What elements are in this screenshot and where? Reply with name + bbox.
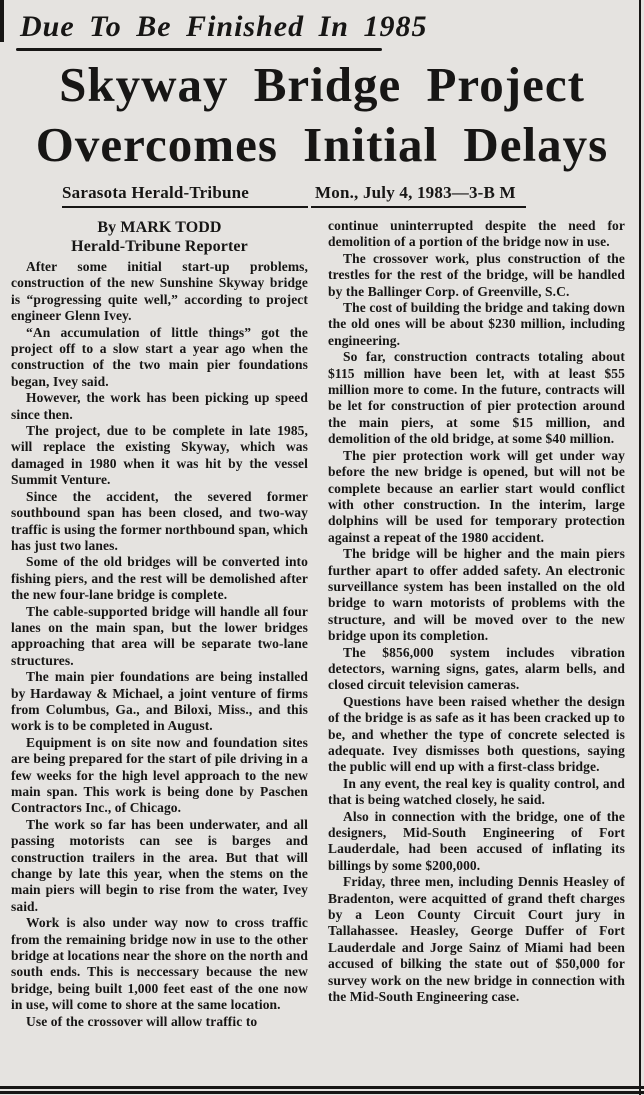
column-right-paragraphs (328, 218, 625, 1006)
article-paragraph: The cost of building the bridge and taking down the old ones will be about $230 million, including engineering. (328, 300, 625, 348)
article-paragraph: Equipment is on site now and foundation sites are being prepared for the start of pile driving in a few weeks for the high level approach to the new main span. This work is being done by Paschen Contractors Inc., of Chicago. (11, 734, 308, 816)
article-paragraph: Since the accident, the severed former southbound span has been closed, and two-way traffic is using the former northbound span, which has just two lanes. (11, 488, 308, 553)
scan-edge-artifact (0, 0, 4, 42)
article-paragraph: Work is also under way now to cross traffic from the remaining bridge now in use to the other bridge at locations near the shore on the north and south ends. This is neccessary because the new bridge, being built 1,000 feet east of the one now in use, will come to shore at the same location. (11, 915, 308, 1013)
column-left (11, 218, 308, 1030)
column-edge-rule (639, 0, 641, 1095)
byline-author: By MARK TODD (97, 219, 222, 236)
article-paragraph: Friday, three men, including Dennis Heasley of Bradenton, were acquitted of grand theft charges by a Leon County Circuit Court jury in Tallahassee. Heasley, George Duffer of Fort Lauderdale and Jorge Sainz of Miami had been accused of bilking the state out of $50,000 for survey work on the new bridge in connection with the Mid-South Engineering case. (328, 874, 625, 1005)
headline-line-2: Overcomes Initial Delays (35, 117, 609, 172)
article-paragraph: The pier protection work will get under way before the new bridge is opened, but will not be complete because an earlier start would conflict with other construction. In the interim, large dolphins will be used for temporary protection against a repeat of the 1980 accident. (328, 447, 625, 545)
article-paragraph: In any event, the real key is quality control, and that is being watched closely, he said. (328, 775, 625, 808)
article-paragraph: The project, due to be complete in late 1985, will replace the existing Skyway, which was damaged in 1980 when it was hit by the vessel Summit Venture. (11, 423, 308, 488)
article-paragraph: After some initial start-up problems, construction of the new Sunshine Skyway bridge is “progressing quite well,” according to project engineer Glenn Ivey. (11, 259, 308, 324)
newspaper-name: Sarasota Herald-Tribune (62, 183, 308, 208)
article-paragraph: continue uninterrupted despite the need for demolition of a portion of the bridge now in use. (328, 218, 625, 250)
article-paragraph: Use of the crossover will allow traffic to (26, 1013, 258, 1029)
byline (11, 218, 308, 256)
article-paragraph: Also in connection with the bridge, one of the designers, Mid-South Engineering of Fort Lauderdale, had been accused of inflating its billings by some $200,000. (328, 808, 625, 873)
dateline (62, 183, 644, 208)
kicker-underline-rule (16, 48, 382, 51)
article-paragraph: The cable-supported bridge will handle all four lanes on the main span, but the lower bridges approaching that area will be separate two-lane structures. (11, 603, 308, 668)
article-paragraph: However, the work has been picking up speed since then. (11, 390, 308, 422)
column-right (328, 218, 625, 1030)
headline-line-1: Skyway Bridge Project (59, 57, 585, 112)
article-paragraph: The main pier foundations are being installed by Hardaway & Michael, a joint venture of firms from Columbus, Ga., and Biloxi, Miss., and this work is to be completed in August. (11, 669, 308, 734)
article-paragraph: The work so far has been underwater, and all passing motorists can see is barges and construction trailers in the area. But that will change by late this year, when the stems on the main piers will begin to rise from the water, Ivey said. (11, 816, 308, 914)
article-paragraph: Questions have been raised whether the design of the bridge is as safe as it has been cracked up to be, and whether the type of concrete selected is adequate. Ivey dismisses both questions, saying the public will end up with a first-class bridge. (328, 693, 625, 775)
article-paragraph: So far, construction contracts totaling about $115 million have been let, with at least $55 million more to come. In the future, contracts will be let for construction of pier protection around the main piers, at some $15 million, and demolition of the old bridge, at some $40 million. (328, 349, 625, 447)
article-paragraph: The bridge will be higher and the main piers further apart to offer added safety. An electronic surveillance system has been installed on the old bridge to warn motorists of problems with the structure, and will be moved over to the new bridge upon its completion. (328, 546, 625, 644)
article-body (0, 208, 644, 1030)
byline-title: Herald-Tribune Reporter (71, 238, 248, 255)
headline (0, 55, 644, 175)
article-paragraph: “An accumulation of little things” got the project off to a slow start a year ago when the construction of the two main pier foundations began, Ivey said. (11, 324, 308, 389)
column-left-paragraphs (11, 259, 308, 1030)
date-edition: Mon., July 4, 1983—3-B M (311, 183, 526, 208)
article-paragraph: The crossover work, plus construction of the trestles for the rest of the bridge, will be handled by the Ballinger Corp. of Greenville, S.C. (328, 250, 625, 299)
kicker: Due To Be Finished In 1985 (20, 10, 428, 43)
article-paragraph: The $856,000 system includes vibration detectors, warning signs, gates, alarm bells, and closed circuit television cameras. (328, 644, 625, 693)
article-paragraph: Some of the old bridges will be converted into fishing piers, and the rest will be demolished after the new four-lane bridge is complete. (11, 554, 308, 603)
bottom-double-rule (0, 1086, 644, 1094)
